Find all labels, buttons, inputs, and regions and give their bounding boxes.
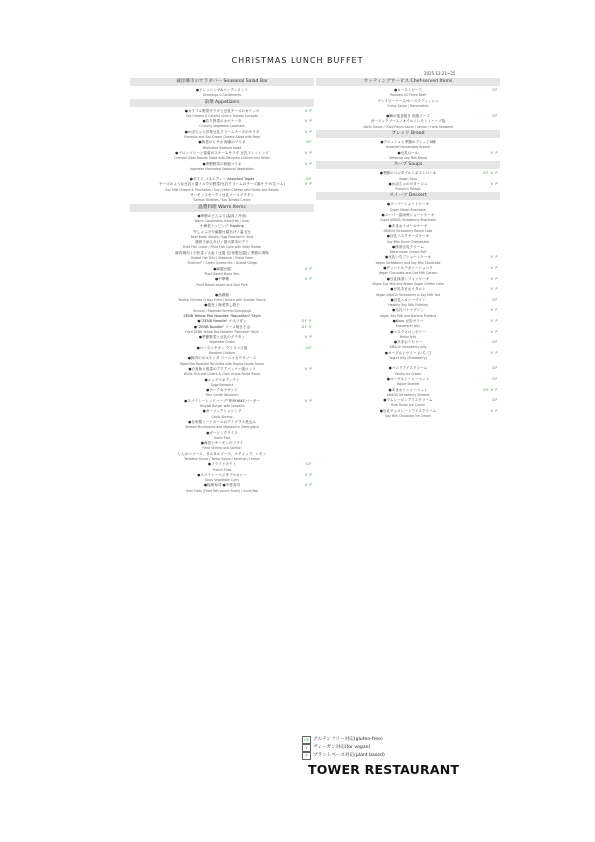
diet-marks-icon: GF xyxy=(492,297,498,302)
menu-item xyxy=(130,151,314,162)
item-name-ja: 豚肉焼肉 / 小松菜 / 人参 / 豆腐 (自家製豆腐) / 季節の漬物 xyxy=(175,250,269,255)
menu-item xyxy=(130,214,314,225)
diet-marks-icon: GF xyxy=(306,462,312,467)
item-name-en: Salmon Rillettes / Soy Tomato Cream xyxy=(193,198,251,203)
section-header: スープ Soups xyxy=(316,161,500,169)
menu-item xyxy=(316,182,500,193)
menu-item xyxy=(130,88,314,99)
item-name-ja: ●ザッハトルテガトーショコラ xyxy=(383,266,433,271)
item-name-ja: ●"ZENB Noodle" ナポリタン xyxy=(197,319,247,324)
item-name-en: Melon Jelly xyxy=(399,334,417,339)
item-name-ja: ガーリックソース / オイル / レモン / ハーブ塩 xyxy=(370,119,446,124)
item-name-ja: ●ローストチキン クリスマス風 xyxy=(196,345,248,350)
item-name-en: Gravy Sauce / Horseradish xyxy=(387,103,429,108)
diet-marks-icon: V P xyxy=(304,150,312,155)
item-name-en: Vegan Strawberry and Soy Milk Shortcake xyxy=(375,260,441,265)
menu-item xyxy=(316,388,500,399)
menu-item xyxy=(130,473,314,484)
item-name-ja: チーズのような豆乳と蓮ミルクの野菜/豆乳クリームのチーズ風サラダ(生ハム) xyxy=(159,182,285,187)
item-name-ja: ●豆乳いちごショートケーキ xyxy=(384,255,432,260)
menu-item xyxy=(316,99,500,110)
item-name-en: "Shichimi" / Green Onions Mix / Grated Ginger xyxy=(186,261,258,266)
diet-marks-icon: GF xyxy=(492,88,498,92)
diet-marks-icon: V P xyxy=(304,472,312,477)
menu-item xyxy=(130,182,314,193)
item-name-en: Spicy Vegetable Curry xyxy=(204,478,240,483)
item-name-en: Rum Raisin Ice Cream xyxy=(391,403,425,408)
item-name-en: Oriental Glass Noodle Salad with Steamed Chicken and Herbs xyxy=(174,156,270,161)
item-name-ja: ●かぼちゃのポタージュ xyxy=(388,181,428,186)
item-name-en: Inari Sushi (Fried Tofu pouch Sushi) / Sushi Roll xyxy=(185,488,259,493)
item-name-en: Plant Based xowen and Soul Pork xyxy=(196,282,248,287)
item-name-en: Youlinji Chinese Crispy Fried Chicken with Scallion Sauce xyxy=(178,298,266,303)
diet-marks-icon: V P xyxy=(304,483,312,488)
plant-based-icon: P xyxy=(302,752,311,760)
item-name-ja: グレイビーソース/ホースラディッシュ xyxy=(377,98,439,103)
diet-marks-icon: GF xyxy=(306,345,312,350)
menu-date: 2025.12.21~25 xyxy=(424,71,456,76)
item-name-ja: ●ローストビーフ xyxy=(394,88,422,92)
diet-marks-icon: V P xyxy=(304,119,312,124)
diet-marks-icon: V P xyxy=(304,277,312,282)
item-name-ja: ●稲荷寿司 ●中巻寿司 xyxy=(203,483,241,488)
item-name-en: Garlic Sauce / Olive Ponzu Sauce / Lemon / Herb Seaweed xyxy=(363,124,453,129)
menu-item xyxy=(130,378,314,389)
item-name-ja: ●抹茶豆乳クリーム xyxy=(392,244,424,249)
item-name-ja: ●ドレッシング&コンディメント xyxy=(195,88,249,92)
section-header: カッティングサービス Chef-served Items xyxy=(316,78,500,86)
diet-marks-icon: GF xyxy=(492,340,498,345)
diet-marks-icon: V P xyxy=(490,276,498,281)
diet-marks-icon: V P xyxy=(304,161,312,166)
item-name-en: Beef Broth Steaks / Egg Poached in Shot xyxy=(190,234,254,239)
section-header: スイーツ Dessert xyxy=(316,192,500,200)
menu-item xyxy=(316,255,500,266)
diet-marks-icon: GF xyxy=(492,366,498,371)
item-name-ja: ●彩り野菜のカポナータ xyxy=(202,119,242,124)
item-name-en: AMAOU Strawberry Rolled Cake xyxy=(383,228,433,233)
item-name-en: Super AMAOU Strawberry Shortcake xyxy=(379,218,437,223)
menu-item xyxy=(316,266,500,277)
item-name-en: Dressings & Condiments xyxy=(202,93,242,98)
diet-marks-icon: V P xyxy=(490,318,498,323)
item-name-ja: ●ヨーグルトシャーベット xyxy=(386,376,430,381)
item-name-en: Super Melon Shortcake xyxy=(390,207,426,212)
menu-item xyxy=(316,277,500,288)
item-name-ja: ●豆乳ヘルシープリン xyxy=(390,297,426,302)
menu-item xyxy=(130,303,314,314)
menu-item xyxy=(130,399,314,410)
menu-item xyxy=(316,202,500,213)
item-name-ja: ●自家製ミートボールのデミグラス煮込み xyxy=(188,419,256,424)
item-name-en: Crunchy Vegetable Caponata xyxy=(199,124,245,129)
diet-marks-icon: GF V xyxy=(301,324,312,329)
menu-item xyxy=(316,213,500,224)
left-column xyxy=(130,78,314,494)
diet-marks-icon: V P xyxy=(304,108,312,113)
item-name-en: Japanese Marinated Seasonal Vegetables xyxy=(190,166,254,171)
vegan-icon: V xyxy=(302,744,311,752)
item-name-en: Vegan AMAOU Strawberry & Soy Milk Tart xyxy=(375,292,441,297)
menu-item xyxy=(130,441,314,452)
item-name-ja: ●豆乳バスクチーズケーキ xyxy=(386,234,430,239)
item-name-ja: ●エッグベネディクト xyxy=(204,377,240,382)
diet-marks-icon: V P xyxy=(490,408,498,413)
menu-item xyxy=(130,367,314,378)
diet-marks-icon: GF xyxy=(492,398,498,403)
item-name-en: Fried ZENB Yellow Pea Noodles "Yakisoba" Style xyxy=(185,329,259,334)
item-name-en: Shumai / Steamed Shrimp Dumplings xyxy=(192,308,252,313)
menu-item xyxy=(316,398,500,409)
item-name-ja: ●スパイシーレッドハーブ"TERIYAKI"バーガー xyxy=(184,398,260,403)
menu-item xyxy=(130,388,314,399)
item-name-ja: ●豆乳バナナプリン xyxy=(392,308,424,313)
item-name-ja: ●季節野菜と豆乳のグラタン xyxy=(198,335,246,340)
item-name-ja: ●豆乳あまおうタルト xyxy=(390,287,426,292)
menu-item xyxy=(316,308,500,319)
item-name-ja: ●バニラアイスクリーム xyxy=(388,366,428,371)
item-name-ja: ●スーパーショートケーキ xyxy=(386,202,430,207)
diet-marks-icon: V P xyxy=(490,255,498,260)
item-name-ja: とんかつソース、タルタルソース、ケチャップ、レモン xyxy=(177,451,267,456)
menu-item xyxy=(130,240,314,251)
item-name-en: Yogurt Sherbet xyxy=(396,382,420,387)
item-name-en: Healthy Soy Milk Pudding xyxy=(388,303,428,308)
item-name-ja: ●油淋鶏 xyxy=(215,292,229,297)
menu-item xyxy=(130,462,314,473)
item-name-en: Vegan Soy Milk and Banana Pudding xyxy=(379,313,437,318)
menu-item xyxy=(130,293,314,304)
item-name-ja: ●ポークカツサンド xyxy=(206,388,238,393)
item-name-ja: ●鯛の塩釜焼き 和風ソース xyxy=(386,114,430,119)
legend-gluten-free xyxy=(302,736,385,744)
diet-marks-icon: V P xyxy=(304,398,312,403)
menu-item xyxy=(130,119,314,130)
menu-item xyxy=(130,325,314,336)
menu-item xyxy=(316,340,500,351)
item-name-en: Vegan Soup xyxy=(398,176,418,181)
item-name-ja: 小海老トッピング Frosting xyxy=(200,224,244,229)
menu-item xyxy=(130,420,314,431)
item-name-ja: ●スーパー雷雨苺ショートケーキ xyxy=(381,213,435,218)
diet-marks-icon: GF xyxy=(492,376,498,381)
item-name-ja: ●"ZENB Noodle" ソース焼きそば xyxy=(193,324,251,329)
item-name-en: Vegetable Gratin xyxy=(208,340,236,345)
item-name-en: French Fries xyxy=(212,467,232,472)
menu-item xyxy=(130,483,314,494)
diet-marks-icon: V P xyxy=(490,266,498,271)
menu-title: CHRISTMAS LUNCH BUFFET xyxy=(231,56,364,65)
item-name-en: Eggs Benedict xyxy=(210,382,234,387)
menu-item xyxy=(316,330,500,341)
item-name-ja: サーモンスモーク / 豆乳ソースグラタン xyxy=(189,193,255,198)
menu-item xyxy=(316,287,500,298)
section-header: 彼岸郷市のサラダバー Seasonal Salad Bar xyxy=(130,78,314,86)
item-name-ja: ●ヨーグルトゼリー (いちご) xyxy=(384,350,432,355)
item-name-en: Steamed Soy Milk Bread xyxy=(389,155,427,160)
item-name-ja: 牛しゃぶ天や麻婆豆腐あげ / 温玉豆 xyxy=(193,229,251,234)
item-name-ja: ●焼売 / 海老蒸し餃子 xyxy=(204,303,240,308)
menu-item xyxy=(316,298,500,309)
menu-item xyxy=(130,230,314,241)
diet-marks-icon: GF V P xyxy=(483,387,498,392)
item-name-ja: ●ラムレーズンアイスクリーム xyxy=(383,398,433,403)
item-name-ja: ●豆乳ロール xyxy=(397,150,419,155)
diet-marks-icon: V P xyxy=(304,266,312,271)
item-name-en: Soy Milk Chocolate Ice Cream xyxy=(385,414,431,419)
menu-item xyxy=(316,245,500,256)
item-name-ja: ●ダイス パネエディー Assorted Tapas xyxy=(189,177,255,182)
item-name-ja: ●あまおうゼリー xyxy=(393,340,423,345)
diet-marks-icon: GF xyxy=(492,114,498,119)
item-name-ja: ●豚肉のポルケッタ バーニャカウダソース xyxy=(187,356,257,361)
item-name-en: Soy Milk Cheese & Pinchadas / Soy Cream Cheese with Herbs and Salads xyxy=(165,187,279,192)
item-name-ja: ●Kuzu 豆乳ゼリー xyxy=(392,318,424,323)
diet-marks-icon: V P xyxy=(304,182,312,187)
diet-marks-icon: V P xyxy=(304,335,312,340)
menu-item xyxy=(130,277,314,288)
item-name-en: Pumpkin Potage xyxy=(395,187,421,192)
menu-item xyxy=(316,377,500,388)
legend-vegan xyxy=(302,744,385,752)
item-name-en: Stewed Mushrooms and Meatball in Demi-glace xyxy=(185,425,259,430)
restaurant-logo: TOWER RESTAURANT xyxy=(308,762,460,777)
diet-marks-icon: V P xyxy=(304,366,312,371)
menu-item xyxy=(130,335,314,346)
item-name-en: Assorted Homemade Breads xyxy=(385,145,431,150)
diet-marks-icon: GF V P xyxy=(483,171,498,176)
item-name-en: Teriyaki Burger with Jalapeño xyxy=(199,404,245,409)
item-name-ja: ●海老のとサカ 海藻のマリネ xyxy=(198,140,246,145)
item-name-en: Wood-Fire Roasted Porchetta with Bagna Cauda Sauce xyxy=(179,361,265,366)
item-name-en: Tonkatsu Sauce / Tartar Sauce / Ketchup / Lemon xyxy=(184,457,260,461)
item-name-en: Fried Shrimp and Salmon xyxy=(202,446,242,451)
item-name-ja: ●かぼちゃと洋梨豆乳クリームチーズのサラダ xyxy=(184,129,260,134)
item-name-ja: ●中華粥 xyxy=(215,277,229,282)
item-name-en: Vegan Chocolate and Oat Milk Gateau xyxy=(378,271,438,276)
menu-item xyxy=(316,409,500,420)
menu-item xyxy=(316,88,500,99)
item-name-ja: ●あまおうシャーベット xyxy=(388,387,428,392)
item-name-en: Yogurt Jelly (Strawberry) xyxy=(389,356,427,361)
item-name-en: Soy Cheese & Colorful Cherry Tomato Canapés xyxy=(185,113,259,118)
legend-label: グルテンフリー対応(gluten-free) xyxy=(313,737,383,742)
item-name-ja: ZENB Yellow Pea Noodles "Napolitan" Style xyxy=(183,313,261,318)
item-name-ja: ●デニッシュと季節のブレッド5種 xyxy=(380,140,436,145)
menu-item xyxy=(130,356,314,367)
item-name-en: AMAOU Strawberry Sherbet xyxy=(386,392,430,397)
section-header: 温製料理 Warm Items xyxy=(130,204,314,212)
item-name-ja: ●ガーリックシュリンプ xyxy=(202,409,242,414)
legend-label: プラントベース対応(plant based) xyxy=(313,753,385,758)
item-name-en: Fried Fish Cutlet / Fried Fish Cake with Salty Radish xyxy=(182,245,262,250)
legend-label: ヴィーガン対応(for vegan) xyxy=(313,745,371,750)
menu-item xyxy=(130,267,314,278)
diet-marks-icon: V P xyxy=(490,287,498,292)
item-name-en: Kuzumochi Jelly xyxy=(395,324,421,329)
item-name-en: Warm Condiments Udon(Hot / Iced) xyxy=(194,218,250,223)
menu-item xyxy=(130,409,314,420)
menu-item xyxy=(130,452,314,463)
menu-item xyxy=(130,130,314,141)
item-name-ja: ●麻婆豆腐 xyxy=(213,266,231,271)
menu-item xyxy=(316,224,500,235)
menu-item xyxy=(130,346,314,357)
item-name-ja: ●豆乳抹茶シフォンケーキ xyxy=(386,276,430,281)
right-column xyxy=(316,78,500,419)
menu-item xyxy=(316,319,500,330)
diet-marks-icon: V P xyxy=(490,350,498,355)
diet-marks-icon: GF xyxy=(306,140,312,145)
item-name-en: Marinated Seafood Salad xyxy=(202,145,242,150)
item-name-en: Garlic Rice xyxy=(213,435,231,440)
menu-item xyxy=(130,193,314,204)
diet-marks-icon: GF V xyxy=(301,319,312,324)
diet-legend xyxy=(302,736,385,760)
item-name-ja: ●白身魚と根菜のアクアパッツァ風ロッソ xyxy=(188,366,256,371)
item-name-en: Roasted US Prime Beef xyxy=(390,93,426,98)
item-name-en: Plant Based Mapo Tofu xyxy=(204,271,240,276)
item-name-ja: ●スパイシーベジタブルカレー xyxy=(197,472,247,477)
item-name-en: Garlic Shrimp xyxy=(211,414,233,419)
item-name-ja: ●季節のベジタブルミネストローネ xyxy=(379,171,437,176)
diet-marks-icon: V P xyxy=(304,129,312,134)
menu-item xyxy=(316,140,500,151)
item-name-en: Vanilla Ice Cream xyxy=(394,371,422,376)
item-name-ja: ●あまおうロールケーキ xyxy=(388,223,428,228)
section-header: ブレッド Bread xyxy=(316,130,500,138)
item-name-en: Pork Cutlet Sandwich xyxy=(205,393,239,398)
menu-item xyxy=(130,162,314,173)
item-name-en: AMAOU Strawberry Jelly xyxy=(389,345,427,350)
item-name-ja: ●季節のどんぶり(温食 / 冷食) xyxy=(197,213,247,218)
menu-item xyxy=(316,351,500,362)
gluten-free-icon: GF xyxy=(302,736,311,744)
item-name-en: Vegan Soy Milk and Brown Sugar Chiffon Cake xyxy=(372,281,444,286)
menu-item xyxy=(130,251,314,262)
item-name-ja: ●フライドポテト xyxy=(207,462,237,467)
menu-item xyxy=(316,151,500,162)
item-name-en: White Fish and Lilliere & Clam Acqua Pazza Rosso xyxy=(183,372,261,377)
section-header: 前菜 Appetizers xyxy=(130,99,314,107)
item-name-ja: ●海老とサーモンのフライ xyxy=(200,441,244,446)
menu-item xyxy=(316,171,500,182)
diet-marks-icon: V P xyxy=(490,181,498,186)
diet-marks-icon: GF xyxy=(306,177,312,182)
item-name-ja: ●ガーリックライス xyxy=(206,430,238,435)
legend-plant-based xyxy=(302,752,385,760)
item-name-ja: ●季節野菜の和風マリネ xyxy=(202,161,242,166)
item-name-en: Soy Milk Burnt Cheesecake xyxy=(387,239,429,244)
item-name-ja: ●マスクメロンゼリー xyxy=(390,329,426,334)
item-name-en: Watermelon Cream Puff xyxy=(389,250,427,255)
menu-item xyxy=(130,431,314,442)
menu-item xyxy=(316,366,500,377)
menu-item xyxy=(316,234,500,245)
item-name-ja: ●ブロッコリーと春菊のスチームサラダ 豆乳ドレッシング xyxy=(175,150,269,155)
item-name-ja: ●豆乳チョコレートアイスクリーム xyxy=(379,408,437,413)
item-name-en: Roasted Chicken xyxy=(209,351,235,356)
menu-item xyxy=(316,119,500,130)
item-name-ja: 鶏団子添えあげ / 夏の果実のデミ xyxy=(195,240,249,245)
diet-marks-icon: V P xyxy=(490,329,498,334)
item-name-en: Pumpkin and Soy Cream Cheese Salad with Rote xyxy=(184,135,260,140)
diet-marks-icon: V P xyxy=(490,150,498,155)
menu-item xyxy=(130,109,314,120)
item-name-ja: ●カラフル野菜サラダと豆乳チーズのカナッペ xyxy=(184,108,260,113)
item-name-en: Grated Hot Tofu / Seasonal / Mixed Oden xyxy=(190,256,254,261)
diet-marks-icon: V P xyxy=(490,308,498,313)
menu-item xyxy=(130,140,314,151)
